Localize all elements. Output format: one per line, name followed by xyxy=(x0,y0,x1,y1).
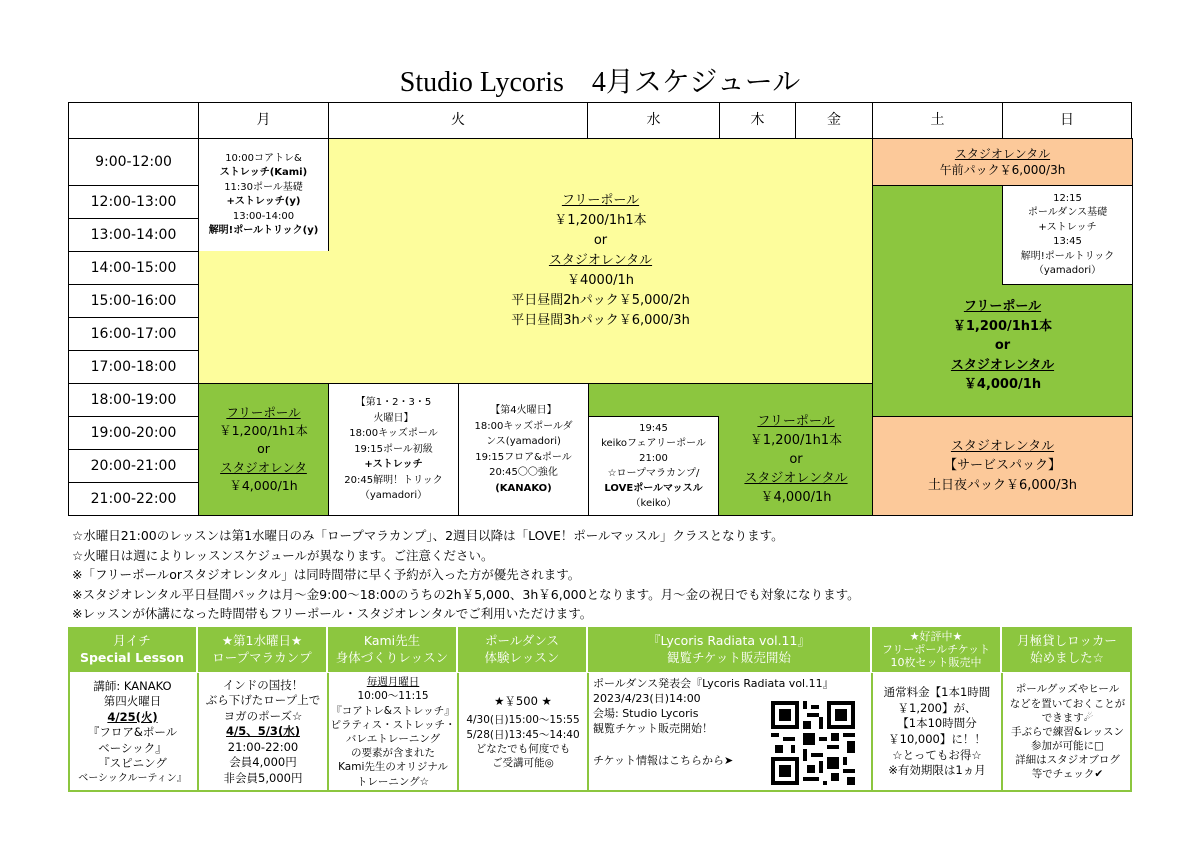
panel-line: 非会員5,000円 xyxy=(223,770,303,785)
panel-line: ￥1,200】が、 xyxy=(897,700,977,715)
thu-fri-evening-free-pole xyxy=(719,383,873,516)
note-line: ☆水曜日21:00のレッスンは第1水曜日のみ「ロープマラカンプ」、2週目以降は「LOVE！ポールマッスル」クラスとなります。 xyxy=(72,528,784,543)
lesson-line: 20:45〇〇強化 xyxy=(489,467,558,478)
panel-line: などを置いておくことが xyxy=(1009,697,1126,710)
time-slot: 16:00-17:00 xyxy=(68,317,199,351)
panel-line: 【1本10時間分 xyxy=(897,716,977,731)
panel-header-line: ★第1水曜日★ xyxy=(221,633,303,649)
time-slot: 21:00-22:00 xyxy=(68,482,199,516)
notes xyxy=(72,526,860,624)
lesson-line: +ストレッチ xyxy=(1038,221,1097,233)
panel-line: 5/28(日)13:45～14:40 xyxy=(466,728,580,741)
panel-line: 講師: KANAKO xyxy=(93,678,172,693)
panel-line: ☆とってもお得☆ xyxy=(892,747,982,762)
panel-body-special-lesson xyxy=(68,673,198,791)
lesson-line: 18:00キッズポール xyxy=(349,428,438,440)
panel-header-line: Special Lesson xyxy=(79,649,184,665)
lesson-line: 19:15ポール初級 xyxy=(354,443,433,455)
free-pole-label: フリーポール xyxy=(757,414,835,430)
lesson-line: 19:45 xyxy=(639,423,668,434)
mon-evening-free-pole xyxy=(198,383,329,516)
panel-header-line: 月極貸しロッカー xyxy=(1017,633,1117,649)
header-sat: 土 xyxy=(872,102,1003,139)
time-slot: 12:00-13:00 xyxy=(68,185,199,219)
time-slot: 18:00-19:00 xyxy=(68,383,199,417)
weekday-free-pole-extension xyxy=(198,251,329,384)
panel-line: ベーシックルーティン』 xyxy=(78,772,187,784)
panel-line: 詳細はスタジオブログ xyxy=(1015,754,1120,767)
lesson-line: +ストレッチ(y) xyxy=(226,196,301,207)
lesson-line: 【第1・2・3・5 xyxy=(355,397,432,409)
panel-line: 21:00-22:00 xyxy=(227,739,299,754)
lesson-line: 18:00キッズポールダ xyxy=(474,420,573,432)
studio-rental-label: スタジオレンタル xyxy=(548,252,653,268)
header-wed: 水 xyxy=(587,102,720,139)
time-slot: 15:00-16:00 xyxy=(68,284,199,318)
studio-rental-price: ￥4,000/1h xyxy=(229,477,298,493)
panel-line: 手ぶらで練習&レッスン xyxy=(1011,725,1124,738)
time-slot: 13:00-14:00 xyxy=(68,218,199,252)
time-slot: 17:00-18:00 xyxy=(68,350,199,384)
or-label: or xyxy=(593,232,608,248)
lesson-line: LOVEポールマッスル xyxy=(604,483,703,494)
lesson-line: （yamadori） xyxy=(1033,265,1102,276)
free-pole-label: フリーポール xyxy=(226,405,301,421)
or-label: or xyxy=(994,338,1011,354)
free-pole-label: フリーポール xyxy=(561,192,640,208)
panel-header-free-ticket xyxy=(872,627,1002,672)
page-title: Studio Lycoris 4月スケジュール xyxy=(399,67,801,98)
panel-line: ※有効期限は1ヵ月 xyxy=(888,763,986,778)
panel-body-rope xyxy=(198,673,328,791)
studio-rental-label: スタジオレンタル xyxy=(744,470,848,486)
header-mon: 月 xyxy=(198,102,329,139)
lesson-line: ☆ロープマラカンプ/ xyxy=(607,468,700,479)
panel-line: できます☄ xyxy=(1041,711,1094,724)
lesson-line: (KANAKO) xyxy=(495,482,552,494)
panel-line: ヨガのポーズ☆ xyxy=(223,708,303,723)
lesson-line: ストレッチ(Kami) xyxy=(219,167,308,178)
lesson-line: 11:30ポール基礎 xyxy=(224,181,303,193)
panel-line: ベーシック』 xyxy=(98,740,167,755)
panel-line: 『コアトレ&ストレッチ』 xyxy=(331,704,455,717)
lesson-line: （yamadori） xyxy=(359,490,428,502)
free-pole-label: フリーポール xyxy=(963,299,1042,315)
header-thu: 木 xyxy=(719,102,796,139)
panel-line: ピラティス・ストレッチ・ xyxy=(330,718,456,731)
studio-rental-price: ￥4,000/1h xyxy=(760,489,832,505)
header-tue: 火 xyxy=(328,102,588,139)
panel-header-line: 『Lycoris Radiata vol.11』 xyxy=(648,633,810,649)
lesson-line: 12:15 xyxy=(1053,192,1082,204)
panel-line: チケット情報はこちらから➤ xyxy=(593,754,734,768)
free-pole-price: ￥1,200/1h1本 xyxy=(749,433,843,449)
panel-body-trial xyxy=(458,673,588,791)
panel-line: 会員4,000円 xyxy=(229,755,297,770)
panel-line: トレーニング☆ xyxy=(356,775,430,788)
panel-header-locker xyxy=(1002,627,1132,672)
panel-line: どなたでも何度でも xyxy=(475,742,571,755)
panel-line: ポールグッズやヒール xyxy=(1015,683,1120,696)
panel-line: 毎週月曜日 xyxy=(366,676,420,689)
header-fri: 金 xyxy=(795,102,873,139)
panel-line: の要素が含まれた xyxy=(351,747,435,760)
studio-rental-price: ￥4,000/1h xyxy=(963,377,1042,393)
panel-line: 『スピニング xyxy=(98,756,167,771)
panel-body-kami xyxy=(328,673,458,791)
panel-line: バレエトレーニング xyxy=(345,733,441,745)
lesson-line: 21:00 xyxy=(639,453,668,464)
lesson-line: keikoフェアリーポール xyxy=(601,438,706,449)
panel-header-line: ポールダンス xyxy=(484,633,559,649)
lesson-line: （keiko） xyxy=(630,498,677,509)
time-slot: 9:00-12:00 xyxy=(68,138,199,186)
or-label: or xyxy=(789,452,803,468)
or-label: or xyxy=(257,441,270,457)
panel-header-line: 体験レッスン xyxy=(484,649,560,665)
weekend-free-lines xyxy=(951,297,1054,395)
note-line: ※レッスンが休講になった時間帯もフリーポール・スタジオレンタルでご利用いただけます。 xyxy=(72,606,593,622)
panel-line: Kami先生のオリジナル xyxy=(338,761,448,774)
rental-pack: 午前パック￥6,000/3h xyxy=(939,163,1066,177)
lesson-line: 解明!ポールトリック xyxy=(1020,250,1115,262)
note-line: ☆火曜日は週によりレッスンスケジュールが異なります。ご注意ください。 xyxy=(72,547,494,563)
panel-line: 会場: Studio Lycoris xyxy=(593,706,699,720)
mon-morning-lessons xyxy=(198,138,329,252)
header-sun: 日 xyxy=(1002,102,1132,139)
panel-header-line: ロープマラカンプ xyxy=(212,649,312,665)
panel-header-line: Kami先生 xyxy=(363,633,421,649)
free-pole-price: ￥1,200/1h1本 xyxy=(554,212,647,228)
lesson-line: 【第4火曜日】 xyxy=(490,405,557,416)
panel-header-line: 月イチ xyxy=(113,633,151,649)
panel-header-line: 始めました☆ xyxy=(1030,649,1104,665)
service-pack-label: 【サービスパック】 xyxy=(943,458,1061,474)
panel-line: 観覧チケット販売開始！ xyxy=(593,721,714,735)
panel-line: 4/5、5/3(水) xyxy=(226,724,300,739)
header-corner xyxy=(68,102,199,139)
note-line: ※「フリーポールorスタジオレンタル」は同時間帯に早く予約が入った方が優先されます。 xyxy=(72,567,581,583)
panel-line: 通常料金【1本1時間 xyxy=(883,685,991,700)
lesson-line: 13:45 xyxy=(1053,236,1082,247)
lesson-line: 13:00-14:00 xyxy=(232,210,295,222)
sun-lesson xyxy=(1002,185,1133,285)
lesson-line: ンス(yamadori) xyxy=(486,436,561,447)
rental-label: スタジオレンタル xyxy=(950,438,1055,454)
panel-header-rope xyxy=(198,627,328,672)
panel-header-line: ★好評中★ xyxy=(909,629,963,643)
wed-evening-lessons xyxy=(588,416,719,516)
panel-line: 参加が可能に□ xyxy=(1031,740,1104,753)
panel-header-line: 10枚セット販売中 xyxy=(890,656,982,670)
panel-body-locker xyxy=(1002,673,1132,791)
panel-line: ￥10,000】に！！ xyxy=(888,732,986,746)
lesson-line: 解明!ポールトリック(y) xyxy=(208,225,319,236)
panel-header-trial xyxy=(458,627,588,672)
lesson-line: ポールダンス基礎 xyxy=(1027,207,1108,218)
lesson-line: 20:45解明！トリック xyxy=(344,474,443,486)
tue-evening-lessons-a xyxy=(328,383,459,516)
panel-header-kami xyxy=(328,627,458,672)
panel-line: 10:00～11:15 xyxy=(357,690,429,703)
weekday-free-pole-block xyxy=(328,138,873,384)
panel-line: ★￥500 ★ xyxy=(494,693,552,708)
qr-code-icon[interactable] xyxy=(771,701,855,785)
panel-line: ぶら下げたロープ上で xyxy=(205,693,321,708)
panel-line: インドの国技！ xyxy=(222,677,304,692)
lesson-line: 火曜日】 xyxy=(373,412,414,424)
panel-line: 2023/4/23(日)14:00 xyxy=(593,691,701,705)
panel-header-line: 観覧チケット販売開始 xyxy=(667,649,791,665)
free-pole-price: ￥1,200/1h1本 xyxy=(952,318,1053,334)
night-pack-price: 土日夜パック￥6,000/3h xyxy=(927,477,1078,493)
panel-line: 4/30(日)15:00～15:55 xyxy=(466,714,580,727)
panel-header-special-lesson xyxy=(68,627,198,672)
rental-label: スタジオレンタル xyxy=(954,146,1051,161)
sat-morning-rental xyxy=(872,138,1133,186)
panel-header-line: 身体づくりレッスン xyxy=(335,649,449,665)
panel-line: 等でチェック✔ xyxy=(1031,768,1104,781)
studio-rental-label: スタジオレンタ xyxy=(220,459,307,475)
panel-header-tickets xyxy=(588,627,872,672)
lesson-line: 10:00コアトレ& xyxy=(225,152,302,164)
free-pole-price: ￥1,200/1h1本 xyxy=(219,423,308,439)
studio-rental-label: スタジオレンタル xyxy=(950,357,1055,373)
panel-line: 4/25(火) xyxy=(107,709,158,724)
studio-rental-price: ￥4000/1h xyxy=(567,273,634,289)
time-slot: 20:00-21:00 xyxy=(68,449,199,483)
panel-line: 第四火曜日 xyxy=(103,694,162,709)
weekend-night-rental xyxy=(872,416,1133,516)
pack-3h: 平日昼間3hパック￥6,000/3h xyxy=(511,313,690,329)
panel-line: ご受講可能◎ xyxy=(492,756,554,769)
time-slot: 14:00-15:00 xyxy=(68,251,199,285)
panel-body-free-ticket xyxy=(872,673,1002,791)
lesson-line: 19:15フロア&ポール xyxy=(475,451,572,463)
panel-line: ポールダンス発表会『Lycoris Radiata vol.11』 xyxy=(593,677,834,690)
time-slot: 19:00-20:00 xyxy=(68,416,199,450)
note-line: ※スタジオレンタル平日昼間パックは月～金9:00～18:00のうちの2h￥5,000、3h￥6,000となります。月～金の祝日でも対象になります。 xyxy=(72,586,860,602)
panel-line: 『フロア&ポール xyxy=(87,725,178,740)
pack-2h: 平日昼間2hパック￥5,000/2h xyxy=(511,293,690,309)
tue-evening-lessons-b xyxy=(458,383,589,516)
lesson-line: +ストレッチ xyxy=(364,459,423,471)
panel-body-tickets xyxy=(588,673,872,791)
panel-header-line: フリーポールチケット xyxy=(881,642,991,656)
